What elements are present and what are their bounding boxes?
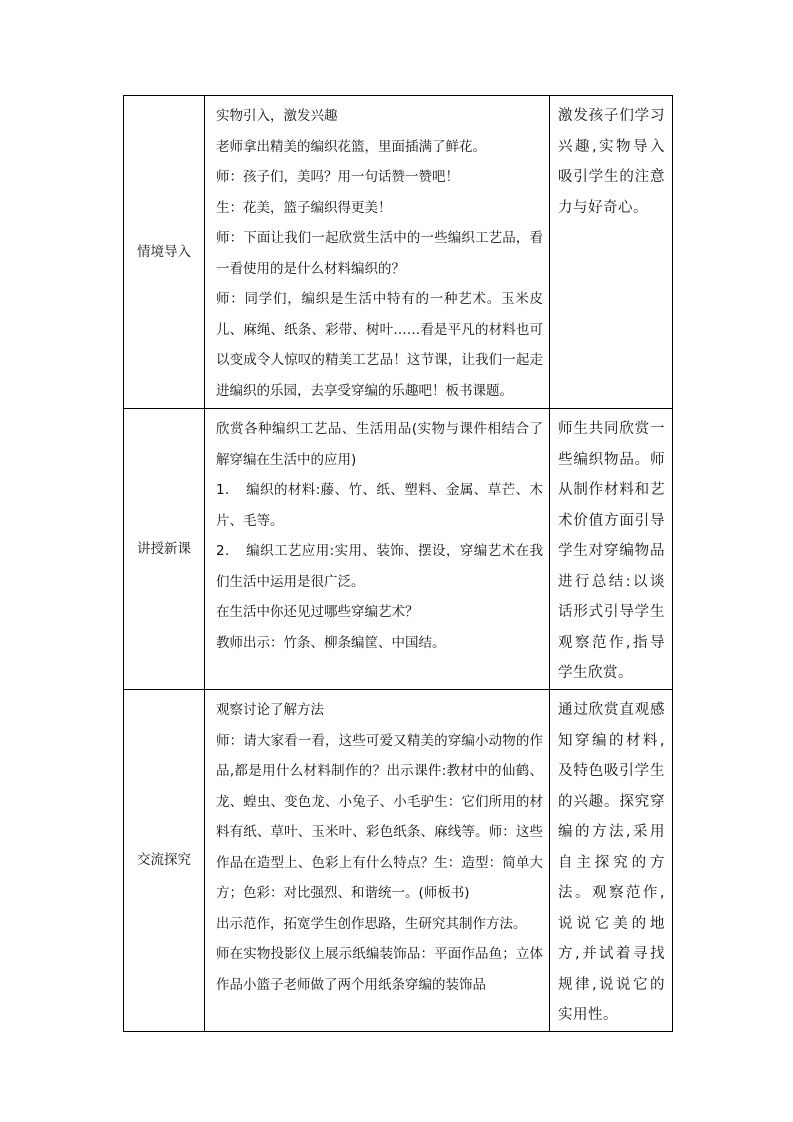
stage-cell (124, 409, 205, 690)
design-intent-text: 激发孩子们学习兴趣,实物导入吸引学生的注意力与好奇心。 (558, 108, 665, 216)
content-line: 老师拿出精美的编织花篮，里面插满了鲜花。 (216, 138, 486, 155)
content-line: 1． 编织的材料:藤、竹、纸、塑料、金属、草芒、木片、毛等。 (216, 482, 543, 529)
lesson-plan-table (123, 95, 673, 1032)
stage-cell (124, 690, 205, 1032)
content-cell (205, 690, 550, 1032)
content-text (205, 690, 549, 1000)
content-line: 出示范作，拓宽学生创作思路，生研究其制作方法。 (216, 915, 527, 932)
table-row (124, 96, 673, 409)
content-text (205, 409, 549, 658)
table-row (124, 690, 673, 1032)
content-text (205, 96, 549, 406)
note-cell (550, 690, 673, 1032)
design-intent-text: 通过欣赏直观感知穿编的材料,及特色吸引学生的兴趣。探究穿编的方法,采用自主探究的方法。观察范作,说说它美的地方,并试着寻找规律,说说它的实用性。 (558, 702, 665, 1023)
content-line: 教师出示：竹条、柳条编筐、中国结。 (216, 634, 446, 651)
content-line: 师：下面让我们一起欣赏生活中的一些编织工艺品，看一看使用的是什么材料编织的？ (216, 230, 543, 277)
stage-label: 情境导入 (137, 244, 191, 260)
content-cell (205, 409, 550, 690)
design-intent-text: 师生共同欣赏一些编织物品。师从制作材料和艺术价值方面引导学生对穿编物品进行总结:以谈话形式引导学生观察范作,指导学生欣赏。 (558, 421, 665, 681)
content-line: 在生活中你还见过哪些穿编艺术？ (216, 604, 419, 620)
content-line: 生：花美，篮子编织得更美！ (216, 199, 392, 216)
content-line: 观察讨论了解方法 (216, 702, 324, 718)
content-line: 欣赏各种编织工艺品、生活用品(实物与课件相结合了解穿编在生活中的应用) (216, 421, 543, 468)
content-line: 实物引入，激发兴趣 (216, 108, 338, 124)
content-line: 师在实物投影仪上展示纸编装饰品：平面作品鱼；立体作品小篮子老师做了两个用纸条穿编的装饰品 (216, 946, 543, 993)
stage-label: 交流探究 (137, 852, 191, 869)
stage-cell (124, 96, 205, 409)
stage-label: 讲授新课 (137, 541, 191, 557)
table-row (124, 409, 673, 690)
content-line: 师：请大家看一看，这些可爱又精美的穿编小动物的作品,都是用什么材料制作的？出示课件:教材中的仙鹤、龙、蝗虫、变色龙、小兔子、小毛驴生：它们所用的材料有纸、草叶、玉米叶、彩色纸条、麻线等。师：这些作品在造型上、色彩上有什么特点？生：造型：简单大方；色彩：对比强烈、和谐统一。(师板书) (216, 732, 543, 901)
note-cell (550, 409, 673, 690)
content-line: 师：同学们，编织是生活中特有的一种艺术。玉米皮儿、麻绳、纸条、彩带、树叶……看是平凡的材料也可以变成令人惊叹的精美工艺品！这节课，让我们一起走进编织的乐园，去享受穿编的乐趣吧！板书课题。 (216, 291, 543, 399)
note-cell (550, 96, 673, 409)
content-cell (205, 96, 550, 409)
content-line: 2． 编织工艺应用:实用、装饰、摆设，穿编艺术在我们生活中运用是很广泛。 (216, 543, 543, 590)
content-line: 师：孩子们，美吗？用一句话赞一赞吧！ (216, 169, 459, 185)
